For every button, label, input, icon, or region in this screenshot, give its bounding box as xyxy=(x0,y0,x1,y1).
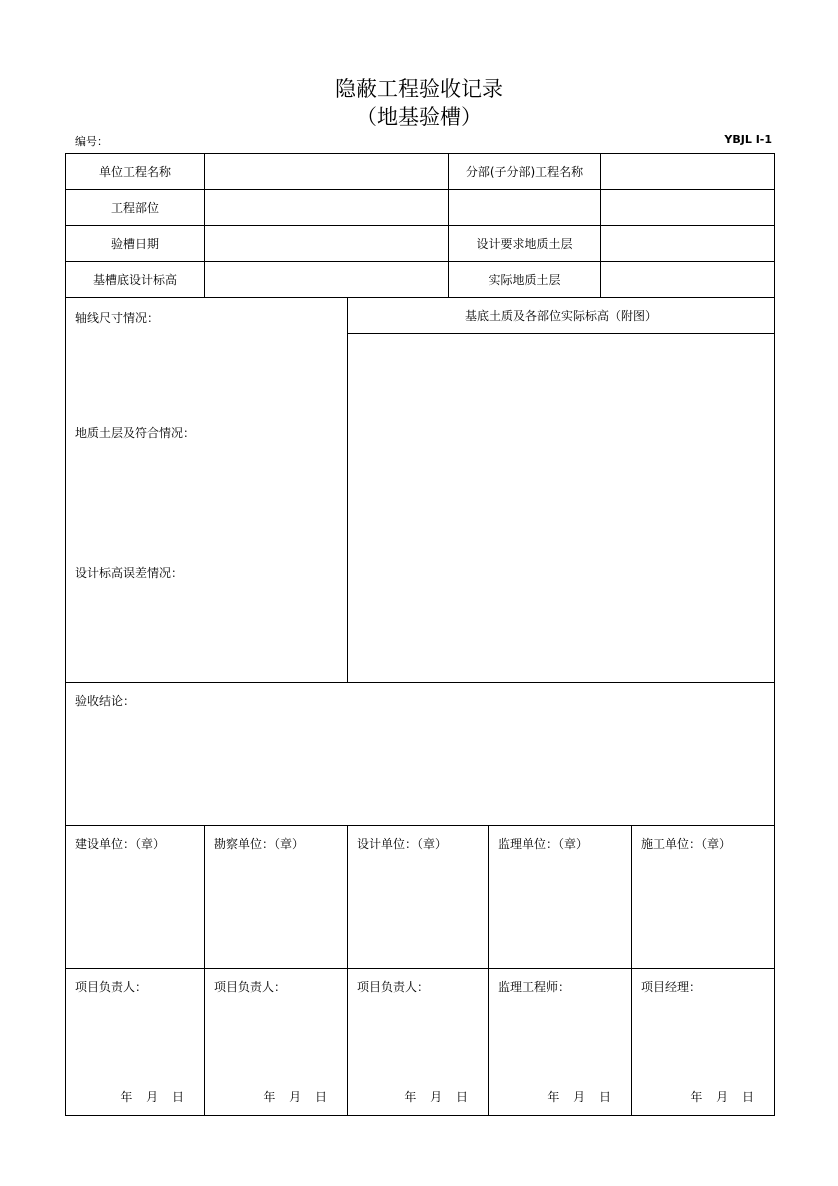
date-label: 年 月 日 xyxy=(263,1090,327,1104)
project-location-label: 工程部位 xyxy=(65,189,205,226)
signature-unit-cell[interactable] xyxy=(347,825,489,969)
design-elevation-field[interactable] xyxy=(204,261,449,298)
design-soil-layer-label: 设计要求地质土层 xyxy=(448,225,601,262)
unit-project-name-field[interactable] xyxy=(204,153,449,190)
project-location-field[interactable] xyxy=(204,189,449,226)
unit-label: 建设单位：（章） xyxy=(75,837,166,851)
signature-unit-cell[interactable] xyxy=(65,825,205,969)
unit-label: 施工单位：（章） xyxy=(641,837,732,851)
attachment-drawing-area[interactable] xyxy=(347,333,775,683)
date-label: 年 月 日 xyxy=(690,1090,754,1104)
sub-project-name-field[interactable] xyxy=(600,153,775,190)
person-label: 项目负责人： xyxy=(214,980,287,994)
date-label: 年 月 日 xyxy=(120,1090,184,1104)
actual-soil-layer-field[interactable] xyxy=(600,261,775,298)
conclusion-cell[interactable] xyxy=(65,682,775,826)
elevation-error-label: 设计标高误差情况： xyxy=(75,566,184,580)
person-label: 监理工程师： xyxy=(498,980,571,994)
document-title: 隐蔽工程验收记录 xyxy=(335,77,503,101)
soil-conformity-label: 地质土层及符合情况： xyxy=(75,426,196,440)
actual-soil-layer-label: 实际地质土层 xyxy=(448,261,601,298)
blank-label-cell xyxy=(448,189,601,226)
number-label: 编号： xyxy=(75,135,108,148)
conclusion-label: 验收结论： xyxy=(75,694,136,708)
unit-label: 设计单位：（章） xyxy=(357,837,448,851)
unit-project-name-label: 单位工程名称 xyxy=(65,153,205,190)
inspection-date-field[interactable] xyxy=(204,225,449,262)
person-label: 项目负责人： xyxy=(75,980,148,994)
signature-unit-cell[interactable] xyxy=(631,825,775,969)
date-label: 年 月 日 xyxy=(547,1090,611,1104)
design-elevation-label: 基槽底设计标高 xyxy=(65,261,205,298)
signature-unit-cell[interactable] xyxy=(488,825,632,969)
signature-unit-cell[interactable] xyxy=(204,825,348,969)
signature-person-cell[interactable] xyxy=(204,968,348,1116)
signature-person-cell[interactable] xyxy=(488,968,632,1116)
axis-size-label: 轴线尺寸情况： xyxy=(75,311,160,325)
design-soil-layer-field[interactable] xyxy=(600,225,775,262)
signature-person-cell[interactable] xyxy=(65,968,205,1116)
unit-label: 监理单位：（章） xyxy=(498,837,589,851)
unit-label: 勘察单位：（章） xyxy=(214,837,305,851)
sub-project-name-label: 分部(子分部)工程名称 xyxy=(448,153,601,190)
form-code: YBJL Ⅰ-1 xyxy=(724,133,772,146)
person-label: 项目负责人： xyxy=(357,980,430,994)
person-label: 项目经理： xyxy=(641,980,702,994)
inspection-date-label: 验槽日期 xyxy=(65,225,205,262)
date-label: 年 月 日 xyxy=(404,1090,468,1104)
inspection-notes-cell[interactable] xyxy=(65,297,348,683)
blank-field-cell[interactable] xyxy=(600,189,775,226)
signature-person-cell[interactable] xyxy=(631,968,775,1116)
signature-person-cell[interactable] xyxy=(347,968,489,1116)
attachment-header: 基底土质及各部位实际标高（附图） xyxy=(347,297,775,334)
document-subtitle: （地基验槽） xyxy=(356,105,482,129)
